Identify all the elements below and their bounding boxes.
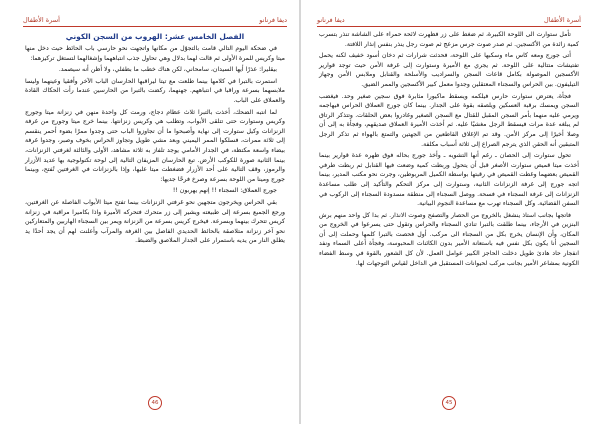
paragraph: لما انتبه الضحك، أخذت بالتبرا ثلاث عظام دجاج، ورمت كل واحدة منهن في زنزانة ميتا وجورج وكريس وستوارت حتى تتلقى الأبواب، وتطلب هي وكريس زنزانتها. بينما خرج ميتا وجورج من غرفة الزنزانات وكيل ستوارت إلى نهاية وأصبحوا ما أن تجاوزوا الباب حتى وجدوا ممرًا بضوء أحمر ينقسم إلى ثلاثة ممرات، فسلكوا الممر اليميني وبعد مشي طويل وتجاوز الحراس بخوف وصبر، وجدوا غرفة بيضاء واسعة مكتظة، في الجدار الأمامي يوجد تلفاز به ثلاثة مشاهد، الأولى والثالثة لغرفتي الزنزانات، بينما الثانية صورة للكوكب الأرض. تبع الحارسان المزيفان التالية إلى لوحة تكنولوجية بها عديد الأزرار والرموز، وقف التالية على أحد الأزرار فضغطت ميتا عليها، وإذا بالزنزانات في الغرفتين تُفتح، وبينما جورج ومينا من اللوحة بسرعة وصرخ فرحًا جديها:	[25, 108, 285, 183]
left-page	[15, 0, 295, 424]
page-body	[319, 30, 579, 270]
paragraph: جورج العملاق: السجناء !! إنهم يهربون !!	[172, 187, 277, 195]
header-right-text: ديفا فرنانو	[259, 16, 287, 24]
paragraph: في ضحكة اليوم التالي قامت بالتجوّل من مكانها واتجهت نحو حارسي باب الحائط حيث دخل منها ميتا وكريس للمرة الأولى ثم قالت لهما بدلال وهي تحاول جذب انتباههما وإشغالهما لتستغل تركيزهما:	[25, 45, 285, 62]
header-right-text: أسرة الأطفال	[544, 16, 581, 24]
paragraph: فجأة، يعترض ستوارت حارس فيلكمه ويسقط ماكيورا مثابرة فوق سجين صغير وحد. فيغضب السجن ويمسك برقبة العسكين ويلصقه بقوة على الجدار. بينما كان جورج العملاق الحراس فيهاجمه ويرمي عليه منهما بأمر السجن المقبل للقتال مع السجن الصغير وغادروا بعض الحلقات. وتتذكر الرتاق لم يبلغه عدة مرات فيسقط الرجل مغشيًا عليه. ثم أخذت الأميرة العملاق صديقهم، وفجأة به إلى أن وصلا أخيرًا إلى مركز الأمن. وقد تم الإغلاق القاطعين من الجهتين والتمتع بالهواء ثم تذكر الرجل المتبقين أنه الحقن الذي يترجم الصراع إلى ثلاثة أسباب مكلفة.	[319, 92, 579, 148]
right-page	[309, 0, 589, 424]
page-body	[25, 44, 285, 248]
page-header	[23, 12, 287, 27]
book-gutter	[299, 0, 301, 424]
header-left-text: ديفا فرنانو	[317, 16, 345, 24]
paragraph: بيقليرا: عذرًا أيها السيدان، سامحاني، لكن هناك خطب ما بطفلي، ولا أظن أنه سيصمد.	[58, 66, 277, 74]
chapter-title: الفصل الخامس عشر: الهروب من السجن الكوني	[65, 32, 245, 41]
page-number: 45	[442, 396, 456, 410]
paragraph: أتى جورج ومعه كاس ماء وسكبها على اللوحة، فحدثت شرارات ثم دخان أسود خفيف لكنه يحمل تفتيشات متتالية على اللوحة. ثم يجري مع الأميرة وستوارت إلى غرفة الأمن حيث توجد قوارير الأكسجين الموصولة بكامل قاعات السجن والسراديب والأسلحة والقنابل وملابس الأمن وجهاز التيليفون. بين الحراس والسجناء المعتقلين وجدوا معمل كبير الأكسجين والممر الضيق.	[319, 52, 579, 88]
header-left-text: أسرة الأطفال	[23, 16, 60, 24]
paragraph: تحول ستوارت إلى الحصان ـ رغم أنها التشويه ـ وأخذ جورج بحاله فوق ظهره عدة قوارير بينما أخذت ميتا قميص ستوارت الأصغر قبل أن يتحول وربطت كمية وضعت فيها القنابل ثم ربطت طرفي القميص بعضهما وغطت القميص في رقبتها بواسطة الكميل المربوطين، وجرت نحو مكتب المدير، بينما اتجه جورج إلى غرفة الزنزانات الثانية، وستوارت إلى مركز التحكم والتأكيد إلى طلب مساعدة الزنزانات إلى غرفة السجناء في فسحة. ووصل السجناء إلى منطقة مسدودة السجناء إلى الركوب في السفن الفضائية. وكل السجناء تهرب مع مساعدة النجوم البيانية.	[319, 152, 579, 208]
paragraph: بقي الحراس ويخرجون متجهين نحو غرفتي الزنزانات بينما تفتح ميتا الأبواب الفاصلة عن الغرفتين، ورجع الجميع بسرعة إلى طبيعته ويشير إلى زر متحرك فتحركه الأميرة واذا بكاميرا مراقبة في زنزانة كريس تتحرك بينهما وبسرعة. فيخرج كريس بسرعة من الزنزانة ويمر بين السجناء الهاربين والمتعاركين نحو آخر زنزانة متلاصقة بالحائط الحديدي الفاصل بين الغرفة والمرآب وأعلنت لهم أن يجد أحدًا يد يطلق النار من يديه باستمرار على الجدار الملاصق والضبط.	[25, 198, 285, 245]
paragraph: استمرت بالتبرا في كلامها بينما طلعت مع تيتا ليراقبها الحارسان الباب الآخر وأفقيا وعينهما وليسا ملابسهما بسرعة وراقبا في انتباههم. جهنهما، ركضت بالتبرا من الحارسين عندما رأت الحكاك القادة والعملاق على الباب.	[25, 77, 285, 104]
paragraph: تأمل ستوارت الى اللوحة الكبيرة، ثم ضغط على زر فظهرت لائحة حمراء على الشاشة تنذر بتسرب كمية زائدة من الأكسجين. ثم صدر صوت جرس مزعج ثم صوت رجل ينذر بنفس إنذار اللافتة.	[319, 31, 579, 48]
paragraph: فاتجها بجانب استاذ ينشغل بالخروج من الحصار والتصفح وصوت الانذار. ثم بدا كل واحد منهم برش البنزين في الأرجاء، بينما طلقت بالتبرا تنادي السجناء والحراس وتقول حتى يسرعوا في الخروج من المكان، وأن الإنسان يخرج بكل من السجناء الى مركب. أول فحصت بالتبرا كلمها وحملت إلى أن السجين أنا يكون بكل نفس فيه باستعانة الأمير بدون الكائنات المحبوسة، وفجأة أعلى السماء ونفد انفجار حاد هادئ طويل دخلت الحاجز الكبير عوامل العمل. لأن كل الشعور بالقوة في وسط الفضاء الكونية بمشاعر الأمير بجانب مركب لحيوانات المستقبل في الداخل لقياس التوجهات لها.	[319, 211, 579, 267]
page-number: 46	[148, 396, 162, 410]
page-header	[317, 12, 581, 27]
